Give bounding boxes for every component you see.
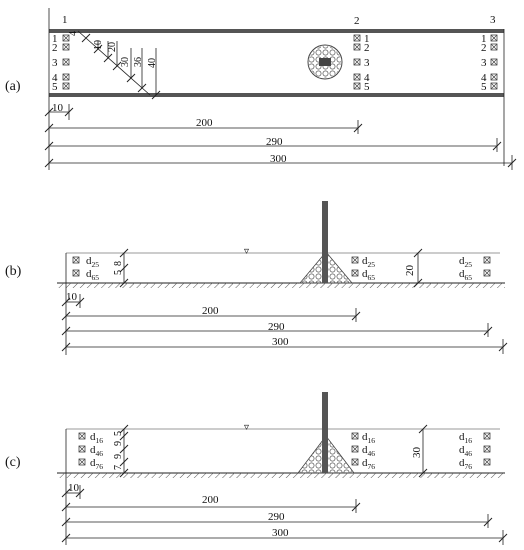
dimension-label: 300 — [270, 153, 287, 165]
panel-c-label: (c) — [5, 455, 21, 470]
sensor-number: 3 — [52, 57, 58, 69]
dimension-label: 200 — [202, 305, 219, 317]
height-label: 20 — [404, 265, 416, 276]
section-label-2: 2 — [354, 15, 360, 27]
sensor-marker — [63, 83, 69, 89]
sensor-label: $d_{46}$ — [362, 444, 375, 458]
sensor-label: $d_{16}$ — [90, 431, 103, 445]
sensor-number: 4 — [52, 72, 58, 84]
depth-tick-label: 5 — [113, 270, 124, 275]
sensor-number: 4 — [481, 72, 487, 84]
sensor-marker — [484, 446, 490, 452]
sensor-label: $d_{25}$ — [459, 255, 472, 269]
sensor-label: $d_{46}$ — [459, 444, 472, 458]
sensor-number: 5 — [52, 81, 58, 93]
pier-side-view-b — [300, 201, 352, 283]
sensor-marker — [354, 44, 360, 50]
sensor-marker — [63, 74, 69, 80]
sensor-marker — [491, 35, 497, 41]
sensor-label: $d_{25}$ — [362, 255, 375, 269]
sensor-label: $d_{65}$ — [362, 268, 375, 282]
depth-tick-label: 30 — [120, 57, 131, 67]
sensor-marker — [63, 44, 69, 50]
sensor-marker — [352, 433, 358, 439]
sensor-marker — [63, 59, 69, 65]
pier-side-view-c — [298, 392, 354, 473]
dimension-label: 300 — [272, 336, 289, 348]
sensor-marker — [491, 44, 497, 50]
sensor-number: 2 — [481, 42, 487, 54]
sensor-marker — [79, 459, 85, 465]
sensor-marker — [491, 83, 497, 89]
sensor-label: $d_{16}$ — [459, 431, 472, 445]
sensor-number: 1 — [52, 33, 58, 45]
sensor-number: 5 — [364, 81, 370, 93]
sensor-label: $d_{65}$ — [86, 268, 99, 282]
depth-tick-label: 5 — [113, 431, 124, 436]
panel-a — [5, 8, 516, 170]
depth-tick-label: 4 — [68, 31, 79, 36]
sensor-marker — [352, 459, 358, 465]
sensor-number: 4 — [364, 72, 370, 84]
sensor-number: 3 — [364, 57, 370, 69]
sensor-number: 3 — [481, 57, 487, 69]
sensor-label: $d_{76}$ — [90, 457, 103, 471]
sensor-marker — [354, 74, 360, 80]
depth-tick-label: 10 — [93, 40, 104, 50]
sensor-marker — [354, 35, 360, 41]
water-level-symbol: ▿ — [244, 246, 250, 257]
sensor-marker — [79, 446, 85, 452]
sensor-marker — [484, 433, 490, 439]
bed-hatching — [57, 283, 505, 288]
sensor-number: 2 — [52, 42, 58, 54]
dimension-label: 290 — [268, 321, 285, 333]
depth-tick-label: 36 — [133, 57, 144, 67]
section-label-1: 1 — [62, 14, 68, 26]
bed-hatching — [57, 473, 505, 478]
depth-tick-label: 7 — [113, 465, 124, 470]
sensor-label: $d_{76}$ — [362, 457, 375, 471]
sensor-number: 5 — [481, 81, 487, 93]
dimensions-b — [62, 285, 507, 355]
panel-c — [5, 392, 507, 545]
depth-tick-label: 9 — [113, 454, 124, 459]
panel-a-label: (a) — [5, 79, 21, 94]
dimension-label: 300 — [272, 527, 289, 539]
sensor-column-2 — [354, 33, 370, 93]
dimensions-c — [62, 475, 507, 545]
dimensions-a — [45, 102, 516, 170]
sensor-marker — [354, 83, 360, 89]
sensor-marker — [79, 433, 85, 439]
depth-tick-label: 20 — [107, 42, 118, 52]
dimension-label: 10 — [68, 482, 79, 494]
sensor-number: 1 — [364, 33, 370, 45]
dimension-label: 200 — [202, 494, 219, 506]
sensor-label: $d_{76}$ — [459, 457, 472, 471]
dimension-label: 290 — [266, 136, 283, 148]
depth-tick-label: 9 — [113, 441, 124, 446]
sensor-label: $d_{25}$ — [86, 255, 99, 269]
depth-dimension-diagonal — [68, 31, 160, 99]
depth-tick-label: 40 — [147, 58, 158, 68]
sensor-column-3 — [481, 33, 497, 93]
sensor-label: $d_{65}$ — [459, 268, 472, 282]
sensor-marker — [352, 257, 358, 263]
sensor-marker — [484, 270, 490, 276]
sensor-label: $d_{46}$ — [90, 444, 103, 458]
sensor-marker — [491, 74, 497, 80]
depth-tick-label: 8 — [113, 261, 124, 266]
sensor-marker — [354, 59, 360, 65]
dimension-label: 10 — [66, 291, 77, 303]
sensor-marker — [73, 270, 79, 276]
sensor-marker — [484, 459, 490, 465]
flume-wall-top — [49, 29, 504, 33]
dimension-label: 290 — [268, 511, 285, 523]
height-label: 30 — [411, 447, 423, 458]
sensor-marker — [73, 257, 79, 263]
sensor-number: 1 — [481, 33, 487, 45]
sensor-label: $d_{16}$ — [362, 431, 375, 445]
sensor-marker — [491, 59, 497, 65]
section-label-3: 3 — [490, 14, 496, 26]
sensor-marker — [352, 270, 358, 276]
panel-b-label: (b) — [5, 264, 22, 279]
sensor-column-1 — [52, 33, 69, 93]
water-level-symbol: ▿ — [244, 422, 250, 433]
dimension-label: 200 — [196, 117, 213, 129]
sensor-marker — [352, 446, 358, 452]
dimension-label: 10 — [52, 102, 63, 114]
flume-wall-bottom — [49, 93, 504, 97]
sensor-marker — [484, 257, 490, 263]
pier-plan-view — [308, 45, 342, 79]
sensor-number: 2 — [364, 42, 370, 54]
panel-b — [5, 201, 507, 355]
